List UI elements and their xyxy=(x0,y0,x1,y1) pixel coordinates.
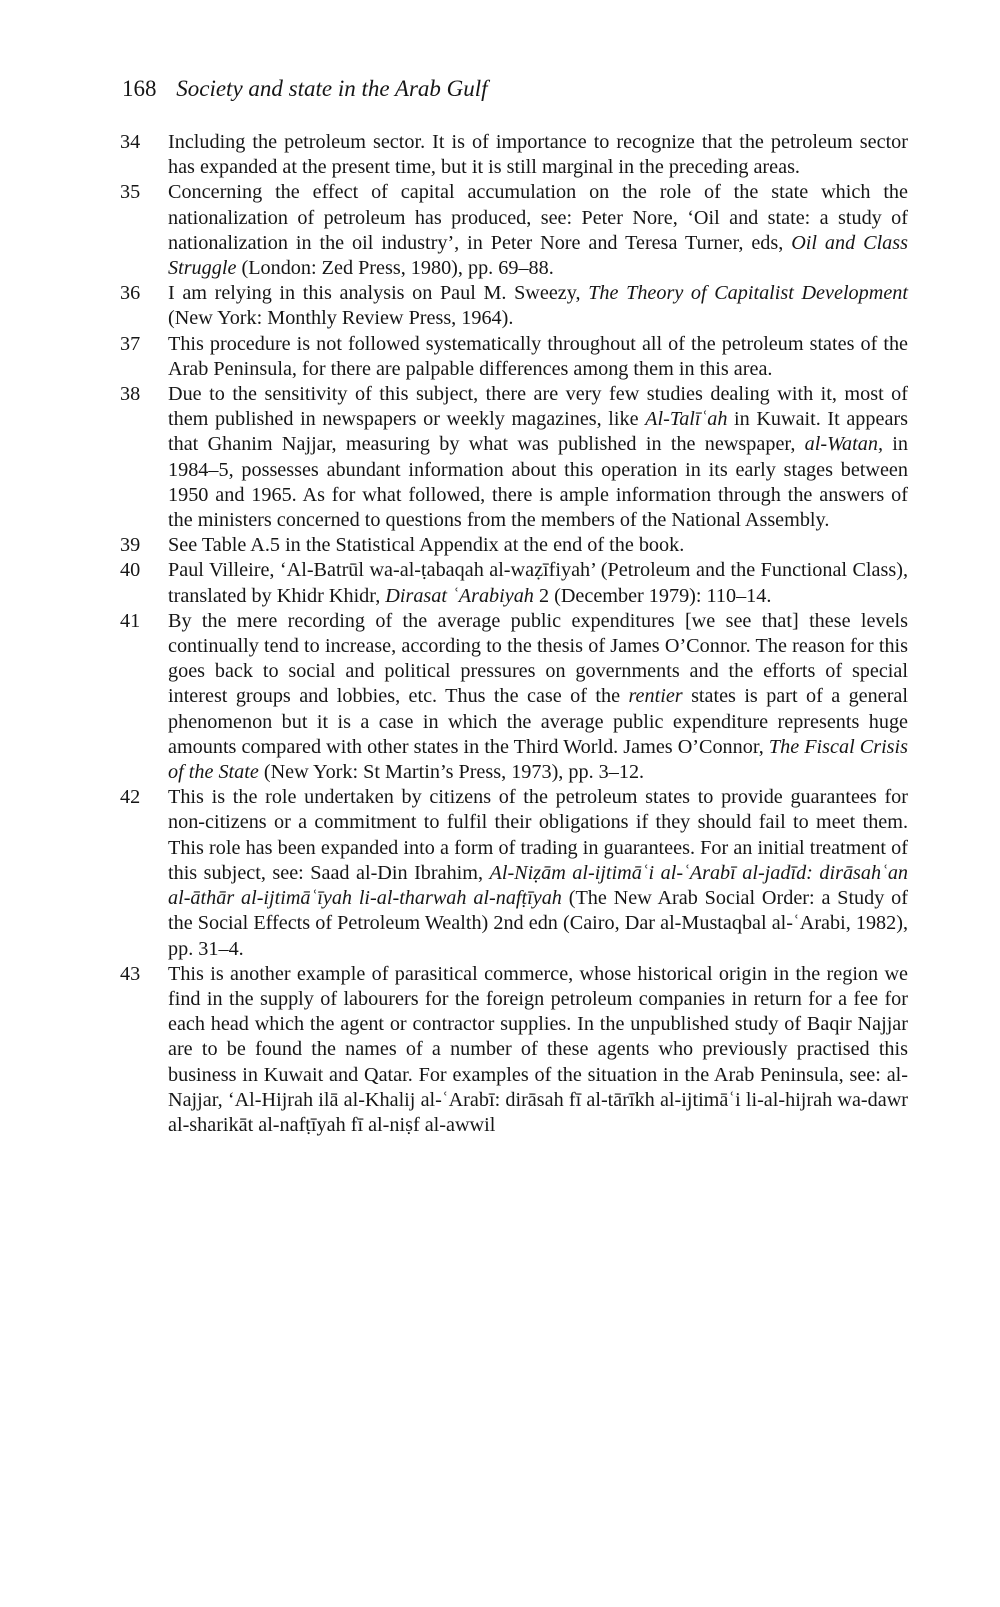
text-run: This procedure is not followed systematically throughout all of the petroleum states of the Arab Peninsula, for there are palpable differences among them in this area. xyxy=(168,332,908,380)
endnote-text xyxy=(168,609,908,785)
running-title: Society and state in the Arab Gulf xyxy=(176,76,488,101)
text-run: in Kuwait. It appears that Ghanim Najjar, measuring by what was published in the newspaper, xyxy=(168,408,908,456)
endnote-number: 37 xyxy=(120,332,141,355)
text-run: See Table A.5 in the Statistical Appendix at the end of the book. xyxy=(168,534,685,557)
endnote-number: 42 xyxy=(120,786,141,809)
endnote-text xyxy=(168,281,908,331)
endnote-41 xyxy=(120,609,908,785)
endnote-number: 38 xyxy=(120,383,141,406)
italic-title: Al-Niẓām al-ijtimāʿi al-ʿArabī al-jadīd: dirāsahʿan al-āthār al-ijtimāʿīyah li-al-tharwah al-nafṭīyah xyxy=(168,861,909,910)
endnote-number: 40 xyxy=(120,559,141,582)
text-run: By the mere recording of the average public expenditures [we see that] these levels continually tend to increase, according to the thesis of James O’Connor. The reason for this goes back to social and political pressures on governments and the efforts of special interest groups and lobbies, etc. Thus the case of the xyxy=(168,609,908,708)
text-run: (London: Zed Press, 1980), pp. 69–88. xyxy=(236,257,554,280)
italic-title: The Theory of Capitalist Development xyxy=(588,282,908,305)
italic-title: Oil and Class Struggle xyxy=(168,231,908,280)
endnote-text xyxy=(168,332,908,382)
endnote-36 xyxy=(120,281,908,331)
endnote-39 xyxy=(120,533,908,558)
endnote-number: 34 xyxy=(120,131,141,153)
endnote-number: 43 xyxy=(120,962,141,985)
text-run: (The New Arab Social Order: a Study of the Social Effects of Petroleum Wealth) 2nd edn (Cairo, Dar al-Mustaqbal al-ʿArabi, 1982), pp. 31–4. xyxy=(168,887,908,960)
text-run: states is part of a general phenomenon but it is a case in which the average public expenditure represents huge amounts compared with other states in the Third World. James O’Connor, xyxy=(168,685,908,758)
endnote-number: 36 xyxy=(120,282,141,305)
text-run: This is another example of parasitical commerce, whose historical origin in the region we find in the supply of labourers for the foreign petroleum companies in return for a fee for each head which the agent or contractor supplies. In the unpublished study of Baqir Najjar are to be found the names of a number of these agents who previously practised this business in Kuwait and Qatar. For examples of the situation in the Arab Peninsula, see: al-Najjar, ‘Al-Hijrah ilā al-Khalij al-ʿArabī: dirāsah fī al-tārīkh al-ijtimāʿi li-al-hijrah wa-dawr al-sharikāt al-nafṭīyah fī al-niṣf al-awwil xyxy=(168,962,908,1136)
text-run: in 1984–5, possesses abundant information about this operation in its early stages between 1950 and 1965. As for what followed, there is ample information through the answers of the ministers concerned to questions from the members of the National Assembly. xyxy=(168,433,909,532)
endnote-42 xyxy=(120,785,908,961)
endnote-text xyxy=(168,180,908,281)
endnote-number: 35 xyxy=(120,181,141,204)
text-run: (New York: St Martin’s Press, 1973), pp. 3–12. xyxy=(258,761,645,784)
endnote-text xyxy=(168,962,908,1138)
italic-title: Al-Talīʿah xyxy=(645,408,728,431)
text-run: This is the role undertaken by citizens of the petroleum states to provide guarantees for non-citizens or a commitment to fulfil their obligations if they should fail to meet them. This role has been expanded into a form of trading in guarantees. For an initial treatment of this subject, see: Saad al-Din Ibrahim, xyxy=(168,786,908,884)
endnote-38 xyxy=(120,382,908,533)
text-run: (New York: Monthly Review Press, 1964). xyxy=(168,307,514,330)
text-run: Including the petroleum sector. It is of importance to recognize that the petroleum sector has expanded at the present time, but it is still marginal in the preceding areas. xyxy=(168,131,908,179)
text-run: I am relying in this analysis on Paul M. Sweezy, xyxy=(168,282,589,305)
endnotes-list xyxy=(120,130,908,1138)
endnote-35 xyxy=(120,180,908,281)
endnote-text xyxy=(168,785,908,961)
endnote-40 xyxy=(120,558,908,608)
endnote-text xyxy=(168,382,908,533)
endnote-43 xyxy=(120,962,908,1138)
endnote-37 xyxy=(120,332,908,382)
text-run: Due to the sensitivity of this subject, there are very few studies dealing with it, most of them published in newspapers or weekly magazines, like xyxy=(168,383,908,431)
endnote-text xyxy=(168,558,908,608)
text-run: Concerning the effect of capital accumulation on the role of the state which the nationalization of petroleum has produced, see: Peter Nore, ‘Oil and state: a study of nationalization in the oil industry’, in Peter Nore and Teresa Turner, eds, xyxy=(168,181,908,254)
endnote-text xyxy=(168,533,908,558)
italic-title: Dirasat ʿArabiyah xyxy=(385,584,534,607)
endnote-34 xyxy=(120,130,908,180)
page-number: 168 xyxy=(122,76,157,101)
running-head xyxy=(122,74,488,104)
text-run: 2 (December 1979): 110–14. xyxy=(533,584,772,607)
italic-title: rentier xyxy=(628,685,683,708)
italic-title: The Fiscal Crisis of the State xyxy=(168,735,908,784)
text-run: Paul Villeire, ‘Al-Batrūl wa-al-ṭabaqah al-waẓīfiyah’ (Petroleum and the Functional Class), translated by Khidr Khidr, xyxy=(168,559,908,607)
italic-title: al-Watan, xyxy=(804,433,883,456)
endnote-text xyxy=(168,130,908,180)
endnote-number: 41 xyxy=(120,609,141,632)
endnote-number: 39 xyxy=(120,534,141,557)
